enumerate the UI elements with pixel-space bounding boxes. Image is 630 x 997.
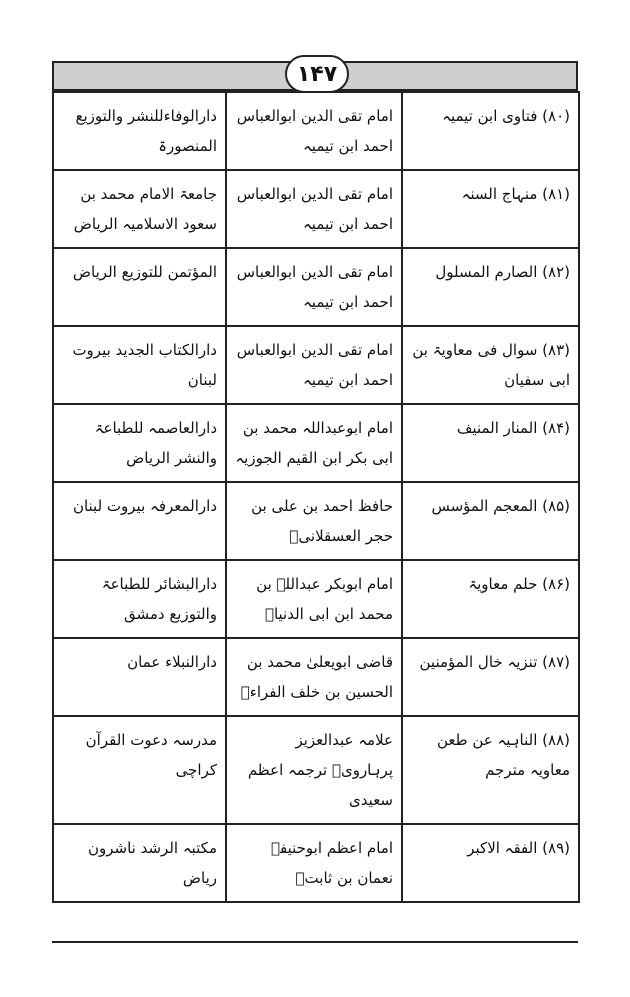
table-row [53,248,579,326]
table-row [53,170,579,248]
book-author-cell: امام ابوبکر عبداللہ بن محمد ابن ابی الدنیاؒ [226,560,402,638]
table-row [53,326,579,404]
book-title-cell: (۸۶) حلم معاویۃ [402,560,579,638]
book-publisher-cell: المؤتمن للتوزیع الریاض [53,248,226,326]
book-title-cell: (۸۱) منہاج السنہ [402,170,579,248]
book-author-cell: حافظ احمد بن علی بن حجر العسقلانیؒ [226,482,402,560]
book-title-cell: (۸۸) الناہیہ عن طعن معاویہ مترجم [402,716,579,824]
book-author-cell: قاضی ابویعلیٰ محمد بن الحسین بن خلف الفراءؒ [226,638,402,716]
page-number: ۱۴۷ [285,55,349,93]
book-author-cell: امام اعظم ابوحنیفہ نعمان بن ثابتؒ [226,824,402,902]
book-publisher-cell: مدرسہ دعوت القرآن کراچی [53,716,226,824]
table-row [53,92,579,170]
book-publisher-cell: دارالعاصمہ للطباعۃ والنشر الریاض [53,404,226,482]
book-publisher-cell: دارالکتاب الجدید بیروت لبنان [53,326,226,404]
table-row [53,824,579,902]
footer-rule [52,941,578,943]
table-row [53,716,579,824]
book-title-cell: (۸۳) سوال فی معاویۃ بن ابی سفیان [402,326,579,404]
book-author-cell: امام ابوعبداللہ محمد بن ابی بکر ابن القیم الجوزیہ [226,404,402,482]
table-row [53,560,579,638]
table-row [53,638,579,716]
book-title-cell: (۸۷) تنزیہ خال المؤمنین [402,638,579,716]
book-publisher-cell: دارالنبلاء عمان [53,638,226,716]
book-publisher-cell: مکتبہ الرشد ناشرون ریاض [53,824,226,902]
book-author-cell: امام تقی الدین ابوالعباس احمد ابن تیمیہ [226,170,402,248]
book-author-cell: علامہ عبدالعزیز پرہارویؒ ترجمہ اعظم سعیدی [226,716,402,824]
table-row [53,482,579,560]
book-publisher-cell: دارالبشائر للطباعۃ والتوزیع دمشق [53,560,226,638]
book-publisher-cell: دارالمعرفہ بیروت لبنان [53,482,226,560]
book-author-cell: امام تقی الدین ابوالعباس احمد ابن تیمیہ [226,248,402,326]
book-title-cell: (۸۲) الصارم المسلول [402,248,579,326]
book-title-cell: (۸۵) المعجم المؤسس [402,482,579,560]
book-author-cell: امام تقی الدین ابوالعباس احمد ابن تیمیہ [226,326,402,404]
book-title-cell: (۸۰) فتاوی ابن تیمیہ [402,92,579,170]
book-list-table [52,91,580,903]
book-publisher-cell: دارالوفاءللنشر والتوزیع المنصورۃ [53,92,226,170]
table-row [53,404,579,482]
book-title-cell: (۸۹) الفقہ الاکبر [402,824,579,902]
book-author-cell: امام تقی الدین ابوالعباس احمد ابن تیمیہ [226,92,402,170]
book-publisher-cell: جامعۃ الامام محمد بن سعود الاسلامیہ الریاض [53,170,226,248]
book-title-cell: (۸۴) المنار المنیف [402,404,579,482]
